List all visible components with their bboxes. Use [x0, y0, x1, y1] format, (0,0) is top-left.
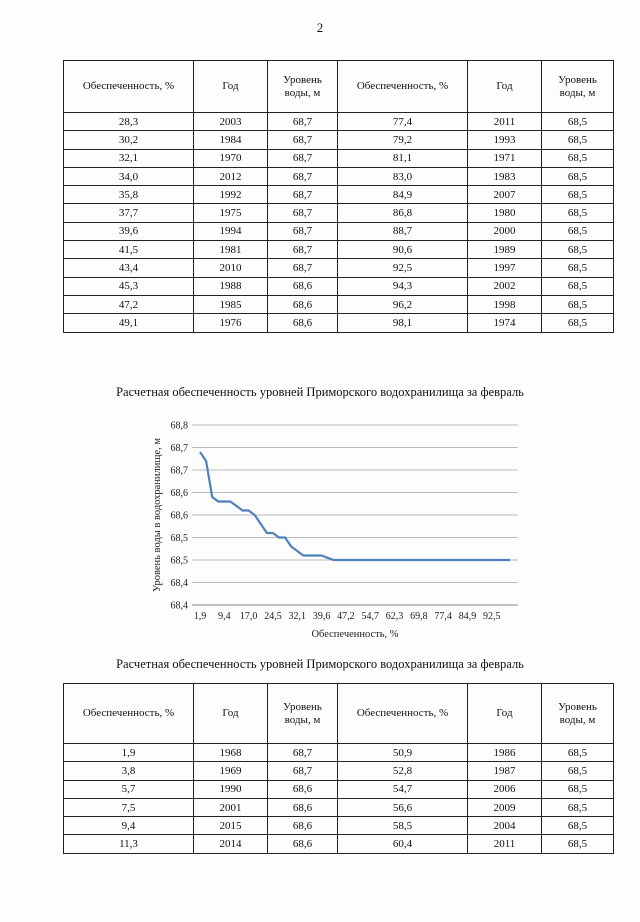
table-cell: 1976	[194, 314, 268, 332]
y-tick-label: 68,7	[170, 465, 188, 477]
table-cell: 83,0	[338, 167, 468, 185]
table-cell: 2015	[194, 817, 268, 835]
table-cell: 2007	[468, 186, 542, 204]
table-cell: 1968	[194, 744, 268, 762]
table-cell: 50,9	[338, 744, 468, 762]
page-number: 2	[316, 20, 324, 35]
table-cell: 90,6	[338, 241, 468, 259]
x-tick-label: 39,6	[312, 611, 331, 622]
header-level: Уровень воды, м	[268, 61, 338, 113]
table-cell: 39,6	[64, 222, 194, 240]
table-cell: 1998	[468, 295, 542, 313]
table-cell: 1988	[194, 277, 268, 295]
table-cell: 1993	[468, 131, 542, 149]
y-tick-label: 68,5	[170, 533, 188, 544]
y-tick-label: 68,4	[170, 578, 188, 589]
table-cell: 68,6	[268, 314, 338, 332]
table-cell: 98,1	[338, 314, 468, 332]
table-cell: 68,7	[268, 222, 338, 240]
table-row	[64, 762, 614, 780]
table-row	[64, 259, 614, 277]
table-cell: 68,6	[268, 780, 338, 798]
table-cell: 1986	[468, 744, 542, 762]
table-cell: 1975	[194, 204, 268, 222]
x-tick-label: 1,9	[193, 611, 207, 622]
table-cell: 86,8	[338, 204, 468, 222]
x-axis-label: Обеспеченность, %	[311, 629, 399, 640]
y-tick-label: 68,6	[170, 488, 188, 499]
levels-table-top	[63, 60, 614, 333]
table-row	[64, 817, 614, 835]
table-row	[64, 295, 614, 313]
table-cell: 68,5	[542, 167, 614, 185]
y-tick-label: 68,5	[170, 555, 188, 567]
table-cell: 68,5	[542, 149, 614, 167]
table-row	[64, 167, 614, 185]
table-cell: 2002	[468, 277, 542, 295]
y-tick-label: 68,7	[170, 443, 188, 454]
provision-chart	[150, 415, 530, 645]
table-cell: 68,6	[268, 817, 338, 835]
table-row	[64, 204, 614, 222]
table-row	[64, 241, 614, 259]
header-level: Уровень воды, м	[542, 61, 614, 113]
table-cell: 68,7	[268, 744, 338, 762]
header-provision: Обеспеченность, %	[64, 61, 194, 113]
series-line	[200, 452, 510, 560]
table-cell: 68,5	[542, 314, 614, 332]
table-cell: 68,5	[542, 131, 614, 149]
table-cell: 68,5	[542, 113, 614, 131]
x-tick-label: 69,8	[410, 611, 428, 622]
table-cell: 2009	[468, 798, 542, 816]
table-cell: 68,7	[268, 113, 338, 131]
table-cell: 1971	[468, 149, 542, 167]
header-provision: Обеспеченность, %	[338, 684, 468, 744]
x-tick-label: 62,3	[385, 611, 404, 622]
table-cell: 68,6	[268, 295, 338, 313]
table-row	[64, 277, 614, 295]
table-row	[64, 131, 614, 149]
table-cell: 68,5	[542, 744, 614, 762]
table-row	[64, 744, 614, 762]
table-cell: 68,5	[542, 817, 614, 835]
table-cell: 68,7	[268, 167, 338, 185]
table-cell: 60,4	[338, 835, 468, 853]
table-cell: 68,6	[268, 835, 338, 853]
table-cell: 2011	[468, 113, 542, 131]
table-cell: 68,5	[542, 762, 614, 780]
table-row	[64, 314, 614, 332]
table-cell: 37,7	[64, 204, 194, 222]
table-cell: 1994	[194, 222, 268, 240]
table-cell: 5,7	[64, 780, 194, 798]
table-cell: 68,7	[268, 241, 338, 259]
header-year: Год	[468, 61, 542, 113]
table-cell: 68,5	[542, 259, 614, 277]
table-cell: 1970	[194, 149, 268, 167]
header-year: Год	[468, 684, 542, 744]
table-cell: 84,9	[338, 186, 468, 204]
table-cell: 1980	[468, 204, 542, 222]
header-provision: Обеспеченность, %	[64, 684, 194, 744]
levels-table-bottom	[63, 683, 614, 854]
x-tick-label: 32,1	[288, 611, 307, 622]
table-cell: 2014	[194, 835, 268, 853]
table-row	[64, 798, 614, 816]
header-year: Год	[194, 61, 268, 113]
table-cell: 9,4	[64, 817, 194, 835]
table-caption: Расчетная обеспеченность уровней Приморского водохранилища за февраль	[116, 657, 524, 671]
table-cell: 30,2	[64, 131, 194, 149]
header-provision: Обеспеченность, %	[338, 61, 468, 113]
table-cell: 68,6	[268, 277, 338, 295]
table-cell: 1985	[194, 295, 268, 313]
table-cell: 68,5	[542, 835, 614, 853]
table-cell: 68,7	[268, 131, 338, 149]
table-row	[64, 149, 614, 167]
table-cell: 81,1	[338, 149, 468, 167]
header-level: Уровень воды, м	[542, 684, 614, 744]
table-cell: 7,5	[64, 798, 194, 816]
table-cell: 1989	[468, 241, 542, 259]
table-cell: 58,5	[338, 817, 468, 835]
table-cell: 1983	[468, 167, 542, 185]
table-cell: 32,1	[64, 149, 194, 167]
table-cell: 94,3	[338, 277, 468, 295]
table-cell: 1992	[194, 186, 268, 204]
table-cell: 35,8	[64, 186, 194, 204]
table-cell: 92,5	[338, 259, 468, 277]
table-cell: 28,3	[64, 113, 194, 131]
table-cell: 1,9	[64, 744, 194, 762]
table-cell: 49,1	[64, 314, 194, 332]
table-cell: 68,5	[542, 241, 614, 259]
table-cell: 2000	[468, 222, 542, 240]
table-cell: 68,7	[268, 186, 338, 204]
table-cell: 2003	[194, 113, 268, 131]
table-cell: 43,4	[64, 259, 194, 277]
table-cell: 2012	[194, 167, 268, 185]
table-cell: 79,2	[338, 131, 468, 149]
table-row	[64, 835, 614, 853]
x-tick-label: 47,2	[337, 611, 355, 622]
y-tick-label: 68,8	[170, 420, 188, 432]
y-axis-label: Уровень воды в водохранилище, м	[152, 437, 163, 593]
table-cell: 68,5	[542, 798, 614, 816]
table-cell: 68,7	[268, 762, 338, 780]
table-row	[64, 222, 614, 240]
table-row	[64, 186, 614, 204]
table-cell: 68,5	[542, 780, 614, 798]
table-cell: 68,5	[542, 222, 614, 240]
table-cell: 1969	[194, 762, 268, 780]
table-cell: 47,2	[64, 295, 194, 313]
table-cell: 2001	[194, 798, 268, 816]
table-cell: 96,2	[338, 295, 468, 313]
x-tick-label: 77,4	[434, 611, 452, 622]
table-cell: 2010	[194, 259, 268, 277]
y-tick-label: 68,4	[170, 600, 188, 612]
table-cell: 1981	[194, 241, 268, 259]
x-tick-label: 9,4	[218, 611, 231, 622]
y-tick-label: 68,6	[170, 510, 188, 522]
table-cell: 1990	[194, 780, 268, 798]
table-cell: 1987	[468, 762, 542, 780]
table-cell: 68,7	[268, 259, 338, 277]
table-cell: 3,8	[64, 762, 194, 780]
table-cell: 41,5	[64, 241, 194, 259]
x-tick-label: 92,5	[483, 611, 501, 622]
table-cell: 68,7	[268, 204, 338, 222]
table-row	[64, 780, 614, 798]
table-cell: 11,3	[64, 835, 194, 853]
chart-caption: Расчетная обеспеченность уровней Приморского водохранилища за февраль	[116, 385, 524, 399]
table-cell: 54,7	[338, 780, 468, 798]
x-tick-label: 24,5	[264, 611, 282, 622]
x-tick-label: 17,0	[239, 611, 258, 622]
table-cell: 68,5	[542, 186, 614, 204]
table-cell: 68,7	[268, 149, 338, 167]
table-cell: 45,3	[64, 277, 194, 295]
table-cell: 1997	[468, 259, 542, 277]
table-cell: 88,7	[338, 222, 468, 240]
header-year: Год	[194, 684, 268, 744]
table-cell: 68,5	[542, 277, 614, 295]
table-cell: 68,5	[542, 204, 614, 222]
table-cell: 68,5	[542, 295, 614, 313]
table-row	[64, 113, 614, 131]
table-cell: 2011	[468, 835, 542, 853]
table-cell: 2006	[468, 780, 542, 798]
table-cell: 34,0	[64, 167, 194, 185]
header-level: Уровень воды, м	[268, 684, 338, 744]
table-cell: 1974	[468, 314, 542, 332]
table-cell: 52,8	[338, 762, 468, 780]
table-cell: 68,6	[268, 798, 338, 816]
table-cell: 1984	[194, 131, 268, 149]
table-cell: 2004	[468, 817, 542, 835]
x-tick-label: 84,9	[458, 611, 477, 622]
x-tick-label: 54,7	[361, 611, 379, 622]
table-cell: 77,4	[338, 113, 468, 131]
table-cell: 56,6	[338, 798, 468, 816]
